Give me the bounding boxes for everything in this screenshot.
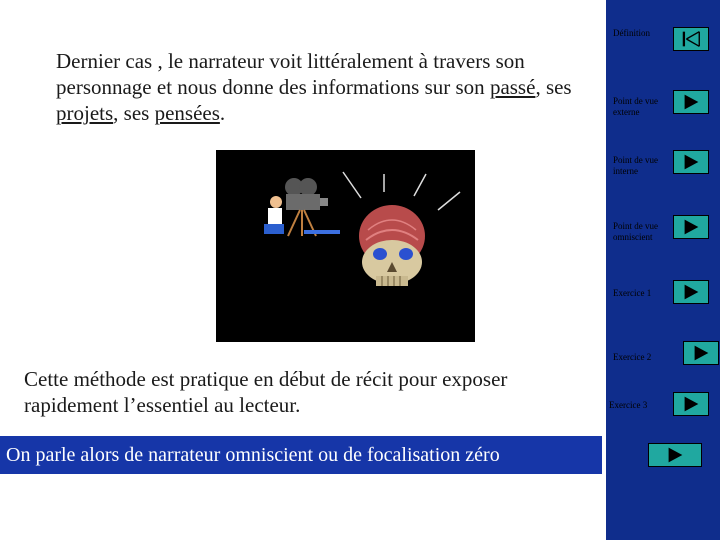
sidebar-label-exercice-1: Exercice 1 xyxy=(613,288,652,298)
illustration-camera-skull xyxy=(216,150,475,342)
exercice-3-button[interactable] xyxy=(673,392,709,416)
underlined-projets: projets xyxy=(56,101,114,125)
separator: , ses xyxy=(113,101,155,125)
play-icon xyxy=(674,393,708,415)
sidebar-label-exercice-3: Exercice 3 xyxy=(609,400,648,410)
definition-button[interactable] xyxy=(673,27,709,51)
point-de-vue-interne-button[interactable] xyxy=(673,150,709,174)
first-icon xyxy=(674,28,708,50)
play-icon xyxy=(674,151,708,173)
sidebar-label-interne: Point de vue interne xyxy=(613,155,658,176)
intro-text: Dernier cas , le narrateur voit littéralement à travers son personnage et nous donne des informations sur son xyxy=(56,49,525,99)
play-icon xyxy=(649,444,701,466)
skull-camera-illustration xyxy=(216,150,475,342)
play-icon xyxy=(674,216,708,238)
play-icon xyxy=(684,342,718,364)
underlined-passe: passé xyxy=(489,75,536,99)
play-icon xyxy=(674,281,708,303)
period: . xyxy=(219,101,226,125)
underlined-pensees: pensées xyxy=(154,101,220,125)
sidebar-label-externe: Point de vue externe xyxy=(613,96,658,117)
sidebar-label-definition: Définition xyxy=(613,28,650,38)
conclusion-banner: On parle alors de narrateur omniscient ou de focalisation zéro xyxy=(0,436,602,474)
method-paragraph: Cette méthode est pratique en début de récit pour exposer rapidement l’essentiel au lecteur. xyxy=(24,367,508,417)
next-button[interactable] xyxy=(648,443,702,467)
exercice-2-button[interactable] xyxy=(683,341,719,365)
exercice-1-button[interactable] xyxy=(673,280,709,304)
intro-paragraph xyxy=(56,48,604,126)
sidebar-label-exercice-2: Exercice 2 xyxy=(613,352,652,362)
point-de-vue-omniscient-button[interactable] xyxy=(673,215,709,239)
sidebar-label-omniscient: Point de vue omniscient xyxy=(613,221,658,242)
point-de-vue-externe-button[interactable] xyxy=(673,90,709,114)
separator: , ses xyxy=(535,75,572,99)
play-icon xyxy=(674,91,708,113)
